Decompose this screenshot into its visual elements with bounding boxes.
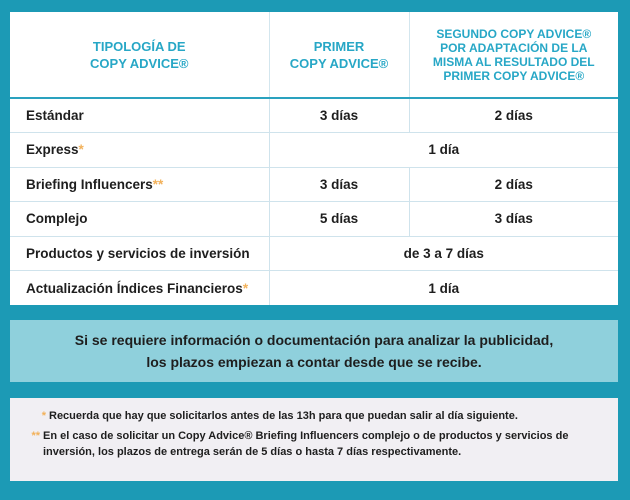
table-header-row (10, 12, 618, 98)
table-row (10, 98, 618, 132)
footnote-1 (28, 408, 604, 424)
footnote-text: En el caso de solicitar un Copy Advice® Briefing Influencers complejo o de productos y servicios de inversión, los plazos de entrega serán de 5 días o hasta 7 días respectivamente. (43, 430, 569, 458)
first-value: 3 días (269, 167, 409, 201)
double-asterisk-mark: ** (31, 430, 40, 442)
row-label: Productos y servicios de inversión (10, 236, 269, 270)
header-tipologia: TIPOLOGÍA DE COPY ADVICE® (90, 38, 189, 71)
table-row (10, 133, 618, 167)
table-row (10, 202, 618, 236)
row-label: Estándar (26, 108, 84, 124)
row-label: Complejo (10, 202, 269, 236)
info-line-1: Si se requiere información o documentación para analizar la publicidad, (74, 332, 554, 348)
row-label: Briefing Influencers** (10, 167, 269, 201)
info-band (10, 320, 618, 382)
first-value: 5 días (269, 202, 409, 236)
header-segundo: SEGUNDO COPY ADVICE® POR ADAPTACIÓN DE LA MISMA AL RESULTADO DEL PRIMER COPY ADVICE® (409, 12, 618, 98)
footnote-2 (28, 428, 604, 460)
asterisk-mark: * (242, 280, 249, 296)
row-label: Express* (10, 133, 269, 167)
asterisk-mark: * (78, 142, 84, 158)
footnote-text: Recuerda que hay que solicitarlos antes de las 13h para que puedan salir al día siguiente. (49, 410, 518, 422)
second-value: 2 días (409, 98, 618, 132)
asterisk-mark: * (41, 410, 46, 422)
table-row (10, 236, 618, 270)
turnaround-table-panel (10, 12, 618, 305)
second-value: 3 días (409, 202, 618, 236)
footnotes (10, 398, 618, 481)
header-primer: PRIMER COPY ADVICE® (269, 12, 409, 98)
merged-value: 1 día (269, 271, 618, 305)
table-row (10, 167, 618, 201)
row-label: Actualización Índices Financieros* (10, 271, 269, 305)
first-value: 3 días (269, 98, 409, 132)
merged-value: 1 día (269, 133, 618, 167)
second-value: 2 días (409, 167, 618, 201)
asterisk-mark: ** (152, 176, 164, 192)
turnaround-table (10, 12, 618, 305)
info-line-2: los plazos empiezan a contar desde que se recibe. (146, 354, 482, 370)
table-row (10, 271, 618, 305)
merged-value: de 3 a 7 días (269, 236, 618, 270)
